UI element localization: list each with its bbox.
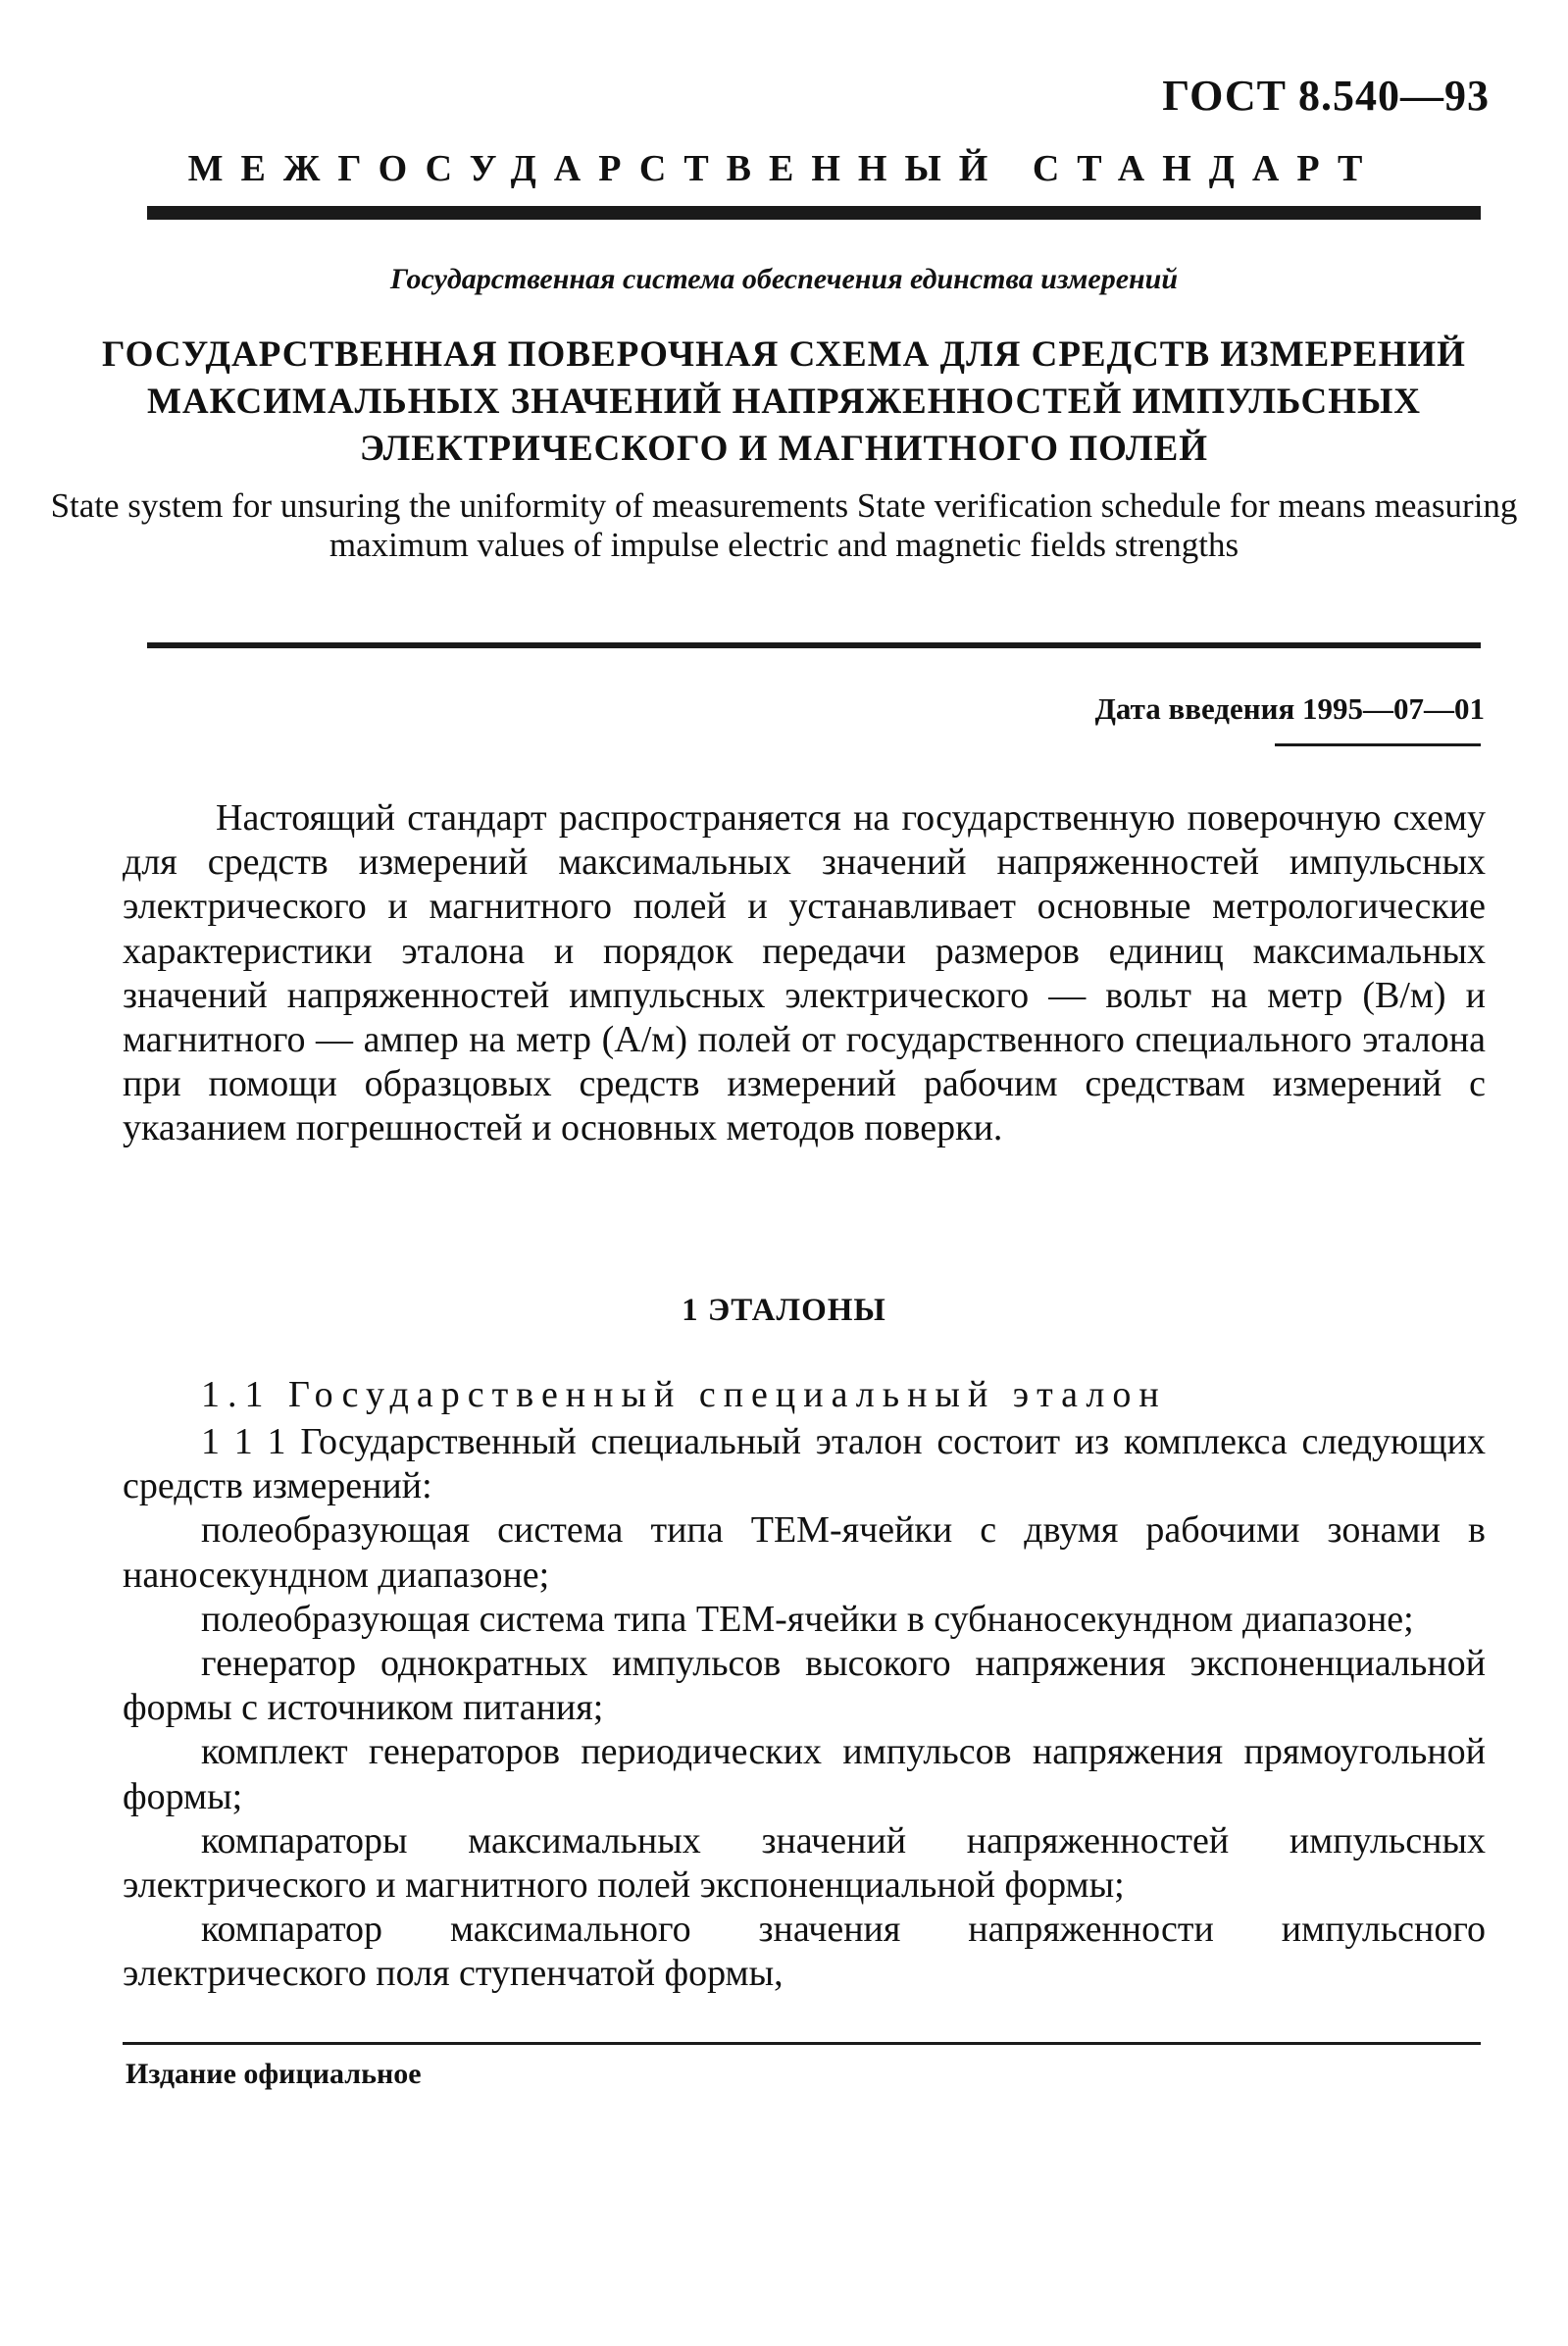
subsection-heading: 1.1 Государственный специальный эталон [201,1374,1167,1415]
list-item: компаратор максимального значения напряженности импульсного электрического поля ступенчатой формы, [123,1909,1486,1995]
interstate-standard-label: МЕЖГОСУДАРСТВЕННЫЙ СТАНДАРТ [187,148,1381,189]
main-title: ГОСУДАРСТВЕННАЯ ПОВЕРОЧНАЯ СХЕМА ДЛЯ СРЕДСТВ ИЗМЕРЕНИЙ МАКСИМАЛЬНЫХ ЗНАЧЕНИЙ НАПРЯЖЕННОСТЕЙ ИМПУЛЬСНЫХ ЭЛЕКТРИЧЕСКОГО И МАГНИТНОГО ПОЛЕЙ [102,334,1466,469]
clause-list [123,1420,1486,1997]
edition-label: Издание официальное [126,2058,422,2090]
list-item: компараторы максимальных значений напряженностей импульсных электрического и магнитного полей экспоненциальной формы; [123,1819,1486,1907]
intro-date: Дата введения 1995—07—01 [1094,691,1485,726]
english-title: State system for unsuring the uniformity of measurements State verification schedule for means measuring maximum values of impulse electric and magnetic fields strengths [50,486,1518,564]
list-item: генератор однократных импульсов высокого напряжения экспоненциальной формы с источником питания; [123,1643,1486,1729]
section-heading: 1 ЭТАЛОНЫ [682,1293,886,1328]
footer-divider [123,2042,1481,2045]
system-title: Государственная система обеспечения единства измерений [389,263,1179,295]
list-item: полеобразующая система типа ТЕМ-ячейки с двумя рабочими зонами в наносекундном диапазоне; [123,1509,1486,1596]
intro-date-underline [1275,743,1481,746]
gost-number: ГОСТ 8.540—93 [1162,72,1490,120]
list-item: комплект генераторов периодических импульсов напряжения прямоугольной формы; [123,1731,1486,1817]
header-divider [147,206,1481,220]
list-item: полеобразующая система типа ТЕМ-ячейки в субнаносекундном диапазоне; [201,1598,1414,1640]
title-divider [147,642,1481,648]
clause-paragraph: 1 1 1 Государственный специальный эталон состоит из комплекса следующих средств измерений: [123,1421,1486,1507]
preamble-paragraph: Настоящий стандарт распространяется на государственную поверочную схему для средств измерений максимальных значений напряженностей импульсных электрического и магнитного полей и устанавливает основные метрологические характеристики эталона и порядок передачи размеров единиц максимальных значений напряженностей импульсных электрического — вольт на метр (В/м) и магнитного — ампер на метр (А/м) полей от государственного специального эталона при помощи образцовых средств измерений рабочим средствам измерений с указанием погрешностей и основных методов поверки. [123,797,1486,1149]
